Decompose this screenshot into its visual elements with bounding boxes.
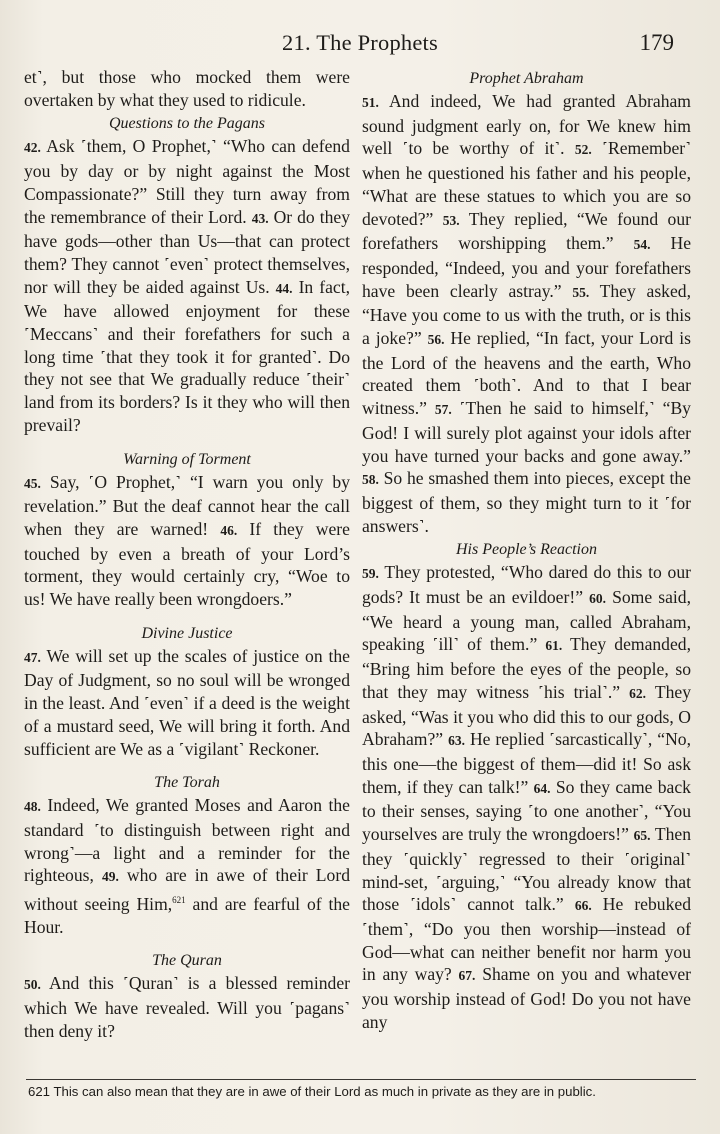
right-column [362, 66, 691, 1033]
verse-text: ˹Remember˺ when he questioned his father and his people, “What are these statues to which you are so devoted?” [362, 138, 692, 229]
verse-text: And indeed, We had granted Abraham sound judgment early on, for We knew him well ˹to be worthy of it˺. [362, 91, 691, 159]
verse-number: 47. [24, 649, 41, 665]
verse-text: We will set up the scales of justice on the Day of Judgment, so no soul will be wronged in the least. And ˹even˺ if a deed is the weight of a mustard seed, We will bring it forth. And sufficient are We as a ˹vigilant˺ Reckoner. [24, 645, 350, 759]
section-heading: The Torah [154, 774, 220, 792]
section-heading: Warning of Torment [123, 450, 251, 468]
verse-text: They demanded, “Bring him before the eyes of the people, so that they may witness ˹his trial˺.” [362, 634, 691, 702]
verse-paragraph [24, 972, 350, 1042]
verse-number: 55. [572, 284, 590, 300]
verse-number: 56. [427, 332, 445, 348]
verse-paragraph [24, 135, 350, 436]
verse-number: 66. [574, 898, 592, 914]
verse-text: He replied ˹sarcastically˺, “No, this one—the biggest of them—did it! So ask them, if they can talk!” [362, 729, 691, 797]
verse-text: who are in awe of their Lord without seeing Him, [24, 865, 350, 914]
section-heading: His People’s Reaction [455, 541, 597, 559]
verse-text: Indeed, We granted Moses and Aaron the standard ˹to distinguish between right and wrong˺—a light and a reminder for the righteous, [24, 795, 350, 886]
section-heading: Prophet Abraham [469, 70, 584, 87]
verse-text: They asked, “Have you come to us with the truth, or is this a joke?” [362, 280, 691, 349]
verse-number: 58. [362, 472, 379, 488]
left-column [24, 66, 350, 1042]
verse-text: In fact, We have allowed enjoyment for these ˹Meccans˺ and their forefathers for such a long time ˹that they took it for granted˺. Do they not see that We gradually reduce ˹their˺ land from its borders? Is it they who will then prevail? [24, 276, 350, 435]
verse-number: 44. [275, 280, 293, 296]
verse-number: 42. [24, 140, 41, 156]
verse-number: 48. [24, 799, 41, 815]
verse-number: 52. [574, 142, 592, 158]
verse-text: He responded, “Indeed, you and your forefathers have been clearly astray.” [362, 233, 691, 301]
verse-text: They protested, “Who dared do this to our gods? It must be an evildoer!” [362, 562, 691, 608]
verse-number: 53. [442, 212, 460, 228]
verse-number: 45. [24, 475, 41, 491]
footnote [28, 1083, 698, 1100]
verse-number: 65. [633, 828, 651, 844]
footnote-text: This can also mean that they are in awe of their Lord as much in private as they are in public. [53, 1084, 596, 1099]
verse-number: 50. [24, 977, 41, 993]
verse-paragraph [24, 645, 350, 761]
verse-text: Say, ˹O Prophet,˺ “I warn you only by revelation.” But the deaf cannot hear the call when they are warned! [24, 471, 350, 539]
verse-number: 49. [101, 869, 119, 885]
section-heading: Questions to the Pagans [109, 115, 265, 133]
verse-paragraph [24, 471, 350, 611]
footnote-divider [26, 1079, 696, 1080]
verse-number: 43. [251, 210, 269, 226]
verse-number: 63. [448, 733, 465, 749]
verse-number: 61. [545, 638, 563, 654]
verse-paragraph [362, 561, 691, 1033]
verse-number: 67. [458, 968, 476, 984]
opening-text: et˺, but those who mocked them were overtaken by what they used to ridicule. [24, 67, 350, 110]
verse-text: They asked, “Was it you who did this to our gods, O Abraham?” [362, 681, 691, 750]
verse-number: 46. [220, 522, 238, 538]
verse-number: 64. [533, 780, 551, 796]
verse-text: Ask ˹them, O Prophet,˺ “Who can defend you by day or by night against the Most Compassionate?” Still they turn away from the remembrance of their Lord. [24, 136, 350, 227]
verse-text: Then they ˹quickly˺ regressed to their ˹original˺ mind-set, ˹arguing,˺ “You already know that those ˹idols˺ cannot talk.” [362, 824, 691, 915]
verse-text: Shame on you and whatever you worship instead of God! Do you not have any [362, 964, 692, 1032]
verse-text: So he smashed them into pieces, except the biggest of them, so they might turn to it ˹for answers˺. [362, 468, 691, 536]
verse-number: 54. [633, 237, 651, 253]
verse-paragraph [362, 90, 691, 537]
verse-text: ˹Then he said to himself,˺ “By God! I will surely plot against your idols after you have turned your backs and gone away.” [362, 398, 691, 466]
chapter-title: 21. The Prophets [282, 30, 438, 55]
verse-number: 57. [434, 402, 452, 418]
verse-text: If they were touched by even a breath of your Lord’s torment, they would certainly cry, “Woe to us! We have really been wrongdoers.” [24, 518, 350, 610]
verse-text: They replied, “We found our forefathers worshipping them.” [362, 208, 691, 254]
verse-number: 51. [362, 95, 379, 110]
footnote-number: 621 [28, 1084, 51, 1099]
verse-number: 60. [589, 591, 606, 607]
verse-text: He replied, “In fact, your Lord is the Lord of the heavens and the earth, Who created them ˹both˺. And to that I bear witness.” [362, 328, 692, 419]
verse-text: He rebuked ˹them˺, “Do you then worship—instead of God—what can neither benefit nor harm you in any way? [362, 894, 691, 985]
verse-text: And this ˹Quran˺ is a blessed reminder which We have revealed. Will you ˹pagans˺ then deny it? [24, 973, 350, 1041]
section-heading: Divine Justice [141, 624, 233, 642]
page-number: 179 [639, 30, 674, 55]
page-header [0, 28, 720, 62]
section-heading: The Quran [152, 952, 222, 970]
verse-number: 62. [629, 685, 647, 701]
verse-text: Or do they have gods—other than Us—that can protect them? They cannot ˹even˺ protect themselves, nor will they be aided against Us. [24, 206, 350, 297]
verse-paragraph [24, 794, 350, 938]
verse-text: and are fearful of the Hour. [24, 893, 350, 937]
verse-text: Some said, “We heard a young man, called Abraham, speaking ˹ill˺ of them.” [362, 587, 691, 655]
footnote-reference[interactable]: 621 [172, 895, 186, 906]
verse-number: 59. [362, 566, 379, 582]
verse-text: So they came back to their senses, saying ˹to one another˺, “You yourselves are truly the wrongdoers!” [362, 776, 691, 845]
